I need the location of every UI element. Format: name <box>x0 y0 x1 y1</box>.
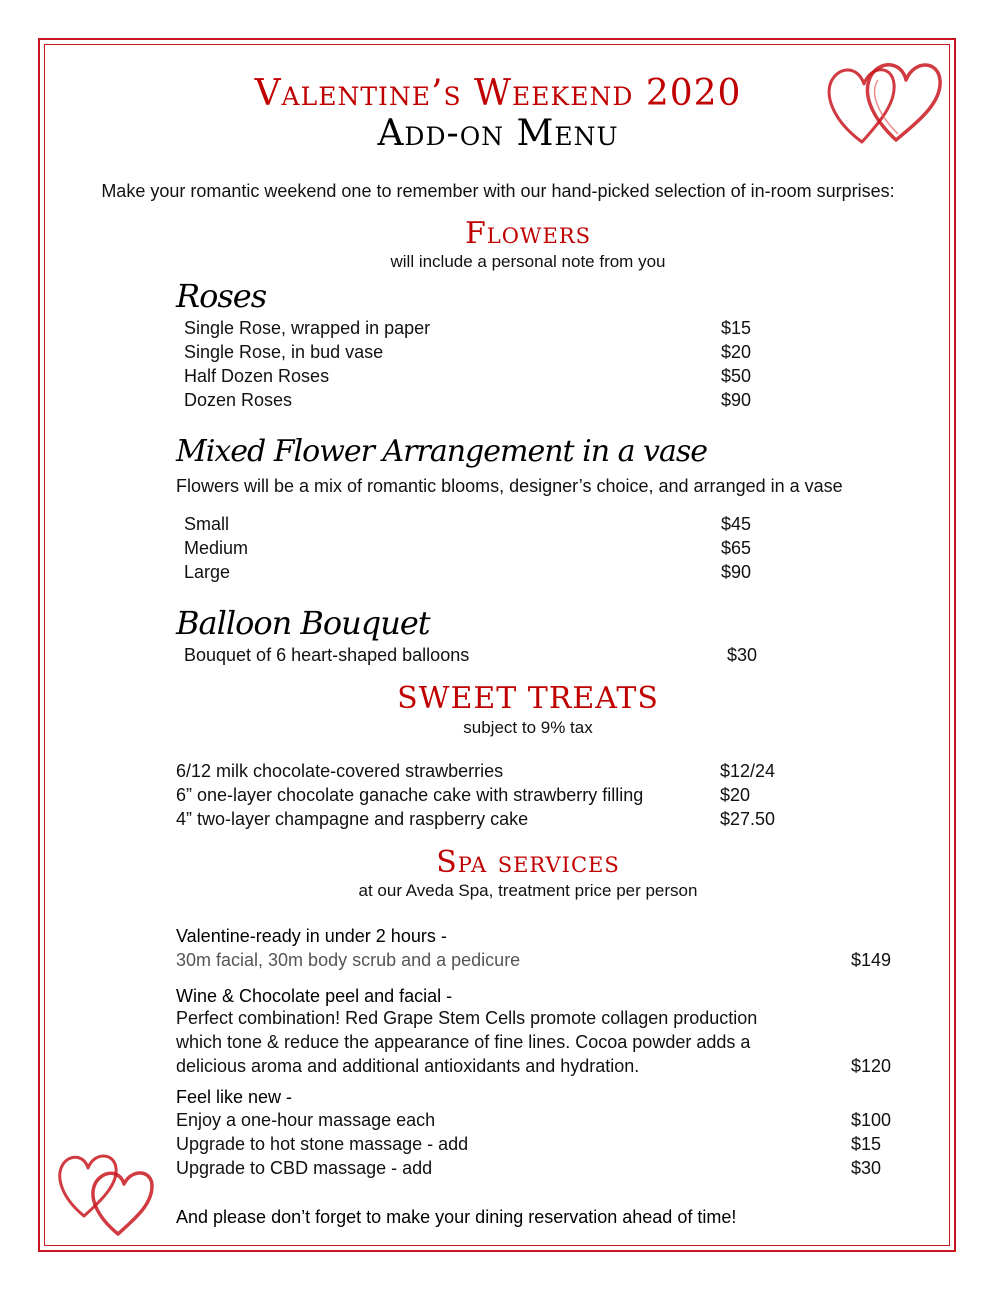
spa-wine-line: delicious aroma and additional antioxidants and hydration. <box>176 1056 640 1076</box>
item-price: $120 <box>851 1056 892 1076</box>
list-item: Large <box>184 562 231 582</box>
footer-note: And please don’t forget to make your dining reservation ahead of time! <box>176 1207 737 1227</box>
list-item: Small <box>184 514 230 534</box>
spa-wine-line: which tone & reduce the appearance of fine lines. Cocoa powder adds a <box>176 1032 751 1052</box>
spa-wine-line: Perfect combination! Red Grape Stem Cells promote collagen production <box>176 1008 758 1028</box>
item-price: $50 <box>721 366 752 386</box>
item-price: $20 <box>721 342 752 362</box>
item-price: $90 <box>721 390 752 410</box>
item-price: $90 <box>721 562 752 582</box>
list-item: Single Rose, wrapped in paper <box>184 318 431 338</box>
list-item: Dozen Roses <box>184 390 293 410</box>
list-item: Upgrade to CBD massage - add <box>176 1158 433 1178</box>
treats-note: subject to 9% tax <box>463 718 593 737</box>
flowers-note: will include a personal note from you <box>390 252 666 271</box>
item-price: $100 <box>851 1110 892 1130</box>
item-price: $30 <box>727 645 758 665</box>
mixed-description: Flowers will be a mix of romantic blooms, designer’s choice, and arranged in a vase <box>176 476 843 496</box>
list-item: Upgrade to hot stone massage - add <box>176 1134 469 1154</box>
list-item: Half Dozen Roses <box>184 366 330 386</box>
spa-feel-title: Feel like new - <box>176 1087 293 1107</box>
item-price: $15 <box>851 1134 882 1154</box>
list-item: 4” two-layer champagne and raspberry cake <box>176 809 529 829</box>
item-price: $45 <box>721 514 752 534</box>
list-item: Single Rose, in bud vase <box>184 342 384 362</box>
intro-text: Make your romantic weekend one to remember with our hand-picked selection of in-room surprises: <box>101 181 895 201</box>
item-price: $12/24 <box>720 761 776 781</box>
list-item: Bouquet of 6 heart-shaped balloons <box>184 645 470 665</box>
page-title <box>0 72 996 116</box>
list-item: Medium <box>184 538 249 558</box>
mixed-title: Mixed Flower Arrangement in a vase <box>176 434 707 469</box>
spa-wine-title: Wine & Chocolate peel and facial - <box>176 986 453 1006</box>
roses-title: Roses <box>176 277 267 315</box>
balloon-title: Balloon Bouquet <box>176 604 430 642</box>
item-price: $27.50 <box>720 809 776 829</box>
treats-heading: SWEET TREATS <box>397 681 659 716</box>
spa-valentine-detail: 30m facial, 30m body scrub and a pedicure <box>176 950 521 970</box>
list-item: Enjoy a one-hour massage each <box>176 1110 436 1130</box>
title-text: Valentine’s Weekend 2020 <box>254 73 742 114</box>
item-price: $30 <box>851 1158 882 1178</box>
spa-note: at our Aveda Spa, treatment price per person <box>358 881 698 900</box>
list-item: 6/12 milk chocolate-covered strawberries <box>176 761 504 781</box>
spa-heading: Spa services <box>436 845 620 880</box>
list-item: 6” one-layer chocolate ganache cake with strawberry filling <box>176 785 644 805</box>
spa-valentine-title: Valentine-ready in under 2 hours - <box>176 926 447 946</box>
item-price: $20 <box>720 785 751 805</box>
item-price: $65 <box>721 538 752 558</box>
item-price: $15 <box>721 318 752 338</box>
item-price: $149 <box>851 950 892 970</box>
page-subtitle: Add-on Menu <box>377 113 619 154</box>
flowers-heading: Flowers <box>464 216 592 251</box>
double-heart-icon <box>54 1146 156 1238</box>
